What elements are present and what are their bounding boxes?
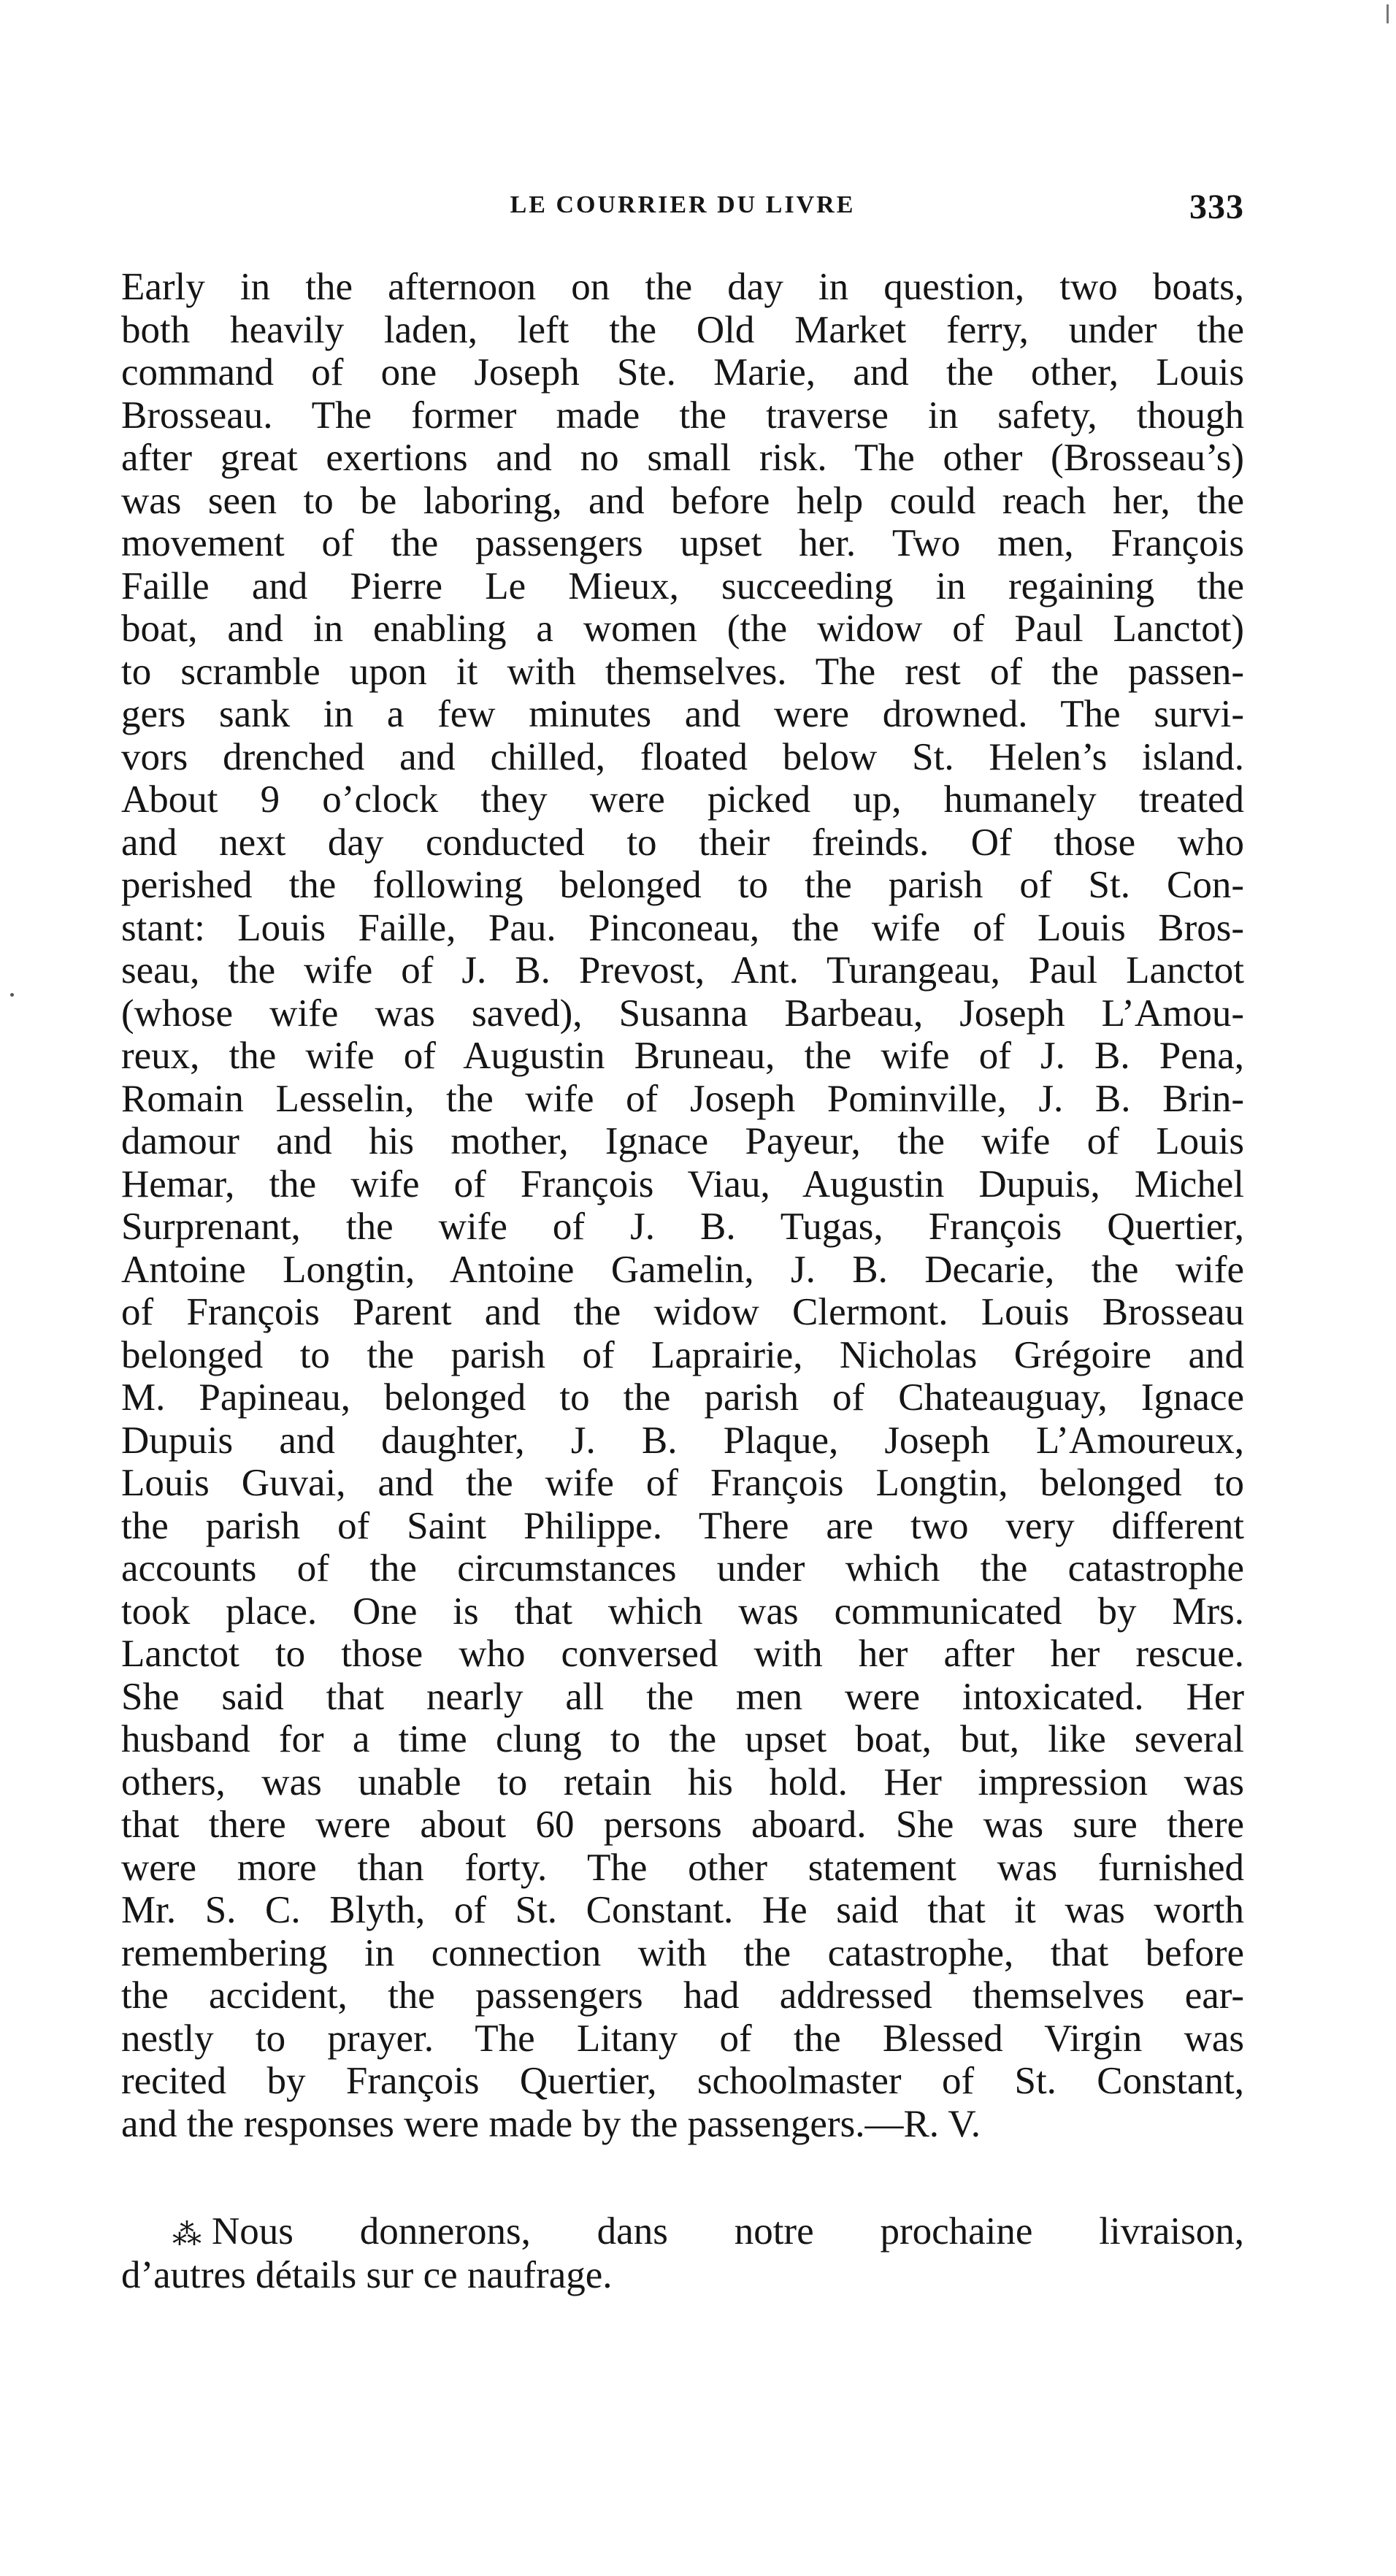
body-line: Early in the afternoon on the day in question, two boats, — [121, 266, 1244, 308]
body-line: after great exertions and no small risk. The other (Brosseau’s) — [121, 437, 1244, 479]
body-line: She said that nearly all the men were intoxicated. Her — [121, 1675, 1244, 1718]
body-line: vors drenched and chilled, floated below St. Helen’s island. — [121, 735, 1244, 778]
body-line: remembering in connection with the catastrophe, that before — [121, 1931, 1244, 1974]
body-line: Romain Lesselin, the wife of Joseph Pominville, J. B. Brin- — [121, 1077, 1244, 1120]
body-line: Lanctot to those who conversed with her after her rescue. — [121, 1633, 1244, 1675]
scan-edge-mark — [1387, 4, 1389, 23]
body-line: of François Parent and the widow Clermont. Louis Brosseau — [121, 1291, 1244, 1333]
body-line: nestly to prayer. The Litany of the Blessed Virgin was — [121, 2017, 1244, 2060]
body-line: husband for a time clung to the upset boat, but, like several — [121, 1718, 1244, 1760]
body-line: Surprenant, the wife of J. B. Tugas, François Quertier, — [121, 1205, 1244, 1248]
body-line: the accident, the passengers had addressed themselves ear- — [121, 1974, 1244, 2017]
body-line: reux, the wife of Augustin Bruneau, the wife of J. B. Pena, — [121, 1035, 1244, 1077]
body-line: took place. One is that which was communicated by Mrs. — [121, 1590, 1244, 1633]
body-line: damour and his mother, Ignace Payeur, the wife of Louis — [121, 1120, 1244, 1162]
body-line: others, was unable to retain his hold. Her impression was — [121, 1760, 1244, 1803]
body-line: recited by François Quertier, schoolmaster of St. Constant, — [121, 2060, 1244, 2102]
body-line: accounts of the circumstances under which the catastrophe — [121, 1547, 1244, 1590]
body-line: were more than forty. The other statement was furnished — [121, 1846, 1244, 1889]
page-number: 333 — [1189, 188, 1244, 226]
body-line: Faille and Pierre Le Mieux, succeeding in regaining the — [121, 564, 1244, 607]
body-line: gers sank in a few minutes and were drowned. The survi- — [121, 693, 1244, 735]
running-head — [121, 188, 1244, 235]
editor-note-text-1: Nous donnerons, dans notre prochaine livraison, — [212, 2210, 1244, 2253]
body-line: Antoine Longtin, Antoine Gamelin, J. B. Decarie, the wife — [121, 1248, 1244, 1291]
body-line: Dupuis and daughter, J. B. Plaque, Joseph L’Amoureux, — [121, 1419, 1244, 1462]
asterism-icon: ⁂ — [172, 2217, 202, 2251]
editor-note-line-2: d’autres détails sur ce naufrage. — [121, 2254, 613, 2296]
body-line: and next day conducted to their freinds. Of those who — [121, 821, 1244, 864]
body-line-last: and the responses were made by the passengers.—R. V. — [121, 2102, 981, 2145]
editor-note-line-1 — [121, 2209, 1244, 2253]
body-line: the parish of Saint Philippe. There are two very different — [121, 1504, 1244, 1547]
body-line: (whose wife was saved), Susanna Barbeau, Joseph L’Amou- — [121, 992, 1244, 1035]
editor-note — [121, 2209, 1244, 2297]
body-line: M. Papineau, belonged to the parish of Chateauguay, Ignace — [121, 1376, 1244, 1419]
body-line: Hemar, the wife of François Viau, Augustin Dupuis, Michel — [121, 1162, 1244, 1205]
scan-speck — [10, 993, 14, 997]
body-line: boat, and in enabling a women (the widow of Paul Lanctot) — [121, 607, 1244, 650]
body-line: movement of the passengers upset her. Two men, François — [121, 522, 1244, 564]
body-text — [121, 266, 1244, 2145]
body-line: Mr. S. C. Blyth, of St. Constant. He said that it was worth — [121, 1889, 1244, 1931]
body-line: stant: Louis Faille, Pau. Pinconeau, the wife of Louis Bros- — [121, 906, 1244, 949]
body-line: was seen to be laboring, and before help could reach her, the — [121, 479, 1244, 522]
body-line: About 9 o’clock they were picked up, humanely treated — [121, 778, 1244, 821]
body-line: seau, the wife of J. B. Prevost, Ant. Turangeau, Paul Lanctot — [121, 949, 1244, 992]
running-title: LE COURRIER DU LIVRE — [510, 191, 856, 218]
body-line: that there were about 60 persons aboard. She was sure there — [121, 1803, 1244, 1846]
body-line: both heavily laden, left the Old Market ferry, under the — [121, 308, 1244, 351]
body-line: to scramble upon it with themselves. The rest of the passen- — [121, 650, 1244, 693]
body-line: perished the following belonged to the parish of St. Con- — [121, 864, 1244, 906]
body-line: command of one Joseph Ste. Marie, and the other, Louis — [121, 351, 1244, 394]
body-line: Louis Guvai, and the wife of François Longtin, belonged to — [121, 1462, 1244, 1504]
body-line: belonged to the parish of Laprairie, Nicholas Grégoire and — [121, 1333, 1244, 1376]
body-line: Brosseau. The former made the traverse in safety, though — [121, 394, 1244, 437]
